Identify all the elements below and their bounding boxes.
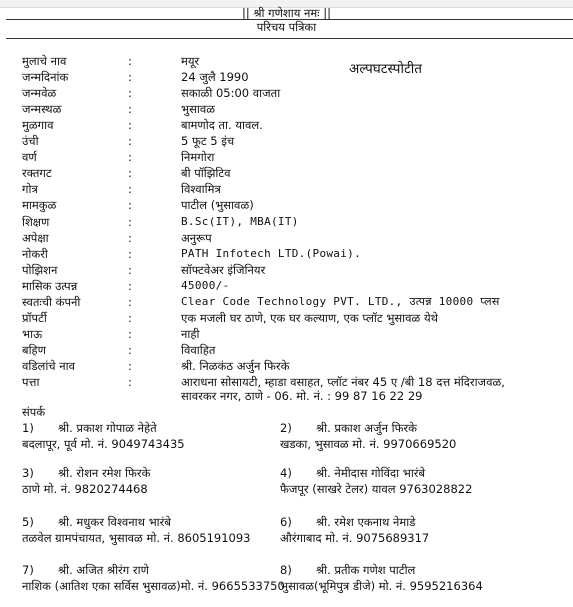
detail-label: मामकुळ — [22, 198, 57, 213]
detail-separator: : — [128, 262, 132, 277]
detail-separator: : — [128, 342, 132, 357]
nakshatra-tag: अल्पघटस्पोटीत — [349, 61, 422, 77]
detail-row — [0, 326, 573, 342]
detail-row — [0, 374, 573, 390]
detail-separator: : — [128, 246, 132, 261]
detail-label: पत्ता — [22, 375, 40, 389]
detail-separator: : — [128, 166, 132, 181]
contact-number: 7) — [22, 563, 34, 577]
contact-detail: बदलापूर, पूर्व मो. नं. 9049743435 — [22, 437, 185, 451]
contact-detail: ठाणे मो. नं. 9820274468 — [22, 482, 148, 496]
contact-name: श्री. रोशन रमेश फिरके — [58, 466, 151, 480]
detail-value: मयूर — [181, 54, 200, 68]
contact-name: श्री. प्रतीक गणेश पाटील — [316, 563, 416, 577]
detail-label: शिक्षण — [22, 214, 50, 229]
detail-value: 24 जुलै 1990 — [181, 70, 249, 85]
contact-number: 4) — [280, 466, 292, 480]
contact-number: 8) — [280, 563, 292, 577]
detail-value: सकाळी 05:00 वाजता — [181, 86, 281, 101]
detail-label: वर्ण — [22, 150, 37, 165]
detail-label: स्वतःची कंपनी — [22, 294, 81, 309]
detail-row — [0, 214, 573, 230]
contact-name: श्री. प्रकाश अर्जुन फिरके — [316, 421, 417, 435]
detail-separator: : — [128, 198, 132, 213]
contact-name: श्री. नेमीदास गोविंदा भारंबे — [316, 466, 426, 480]
contact-number: 2) — [280, 421, 292, 435]
detail-separator: : — [128, 150, 132, 165]
detail-separator: : — [128, 294, 132, 309]
detail-value: श्री. निळकंठ अर्जुन फिरके — [181, 358, 290, 373]
detail-label: अपेक्षा — [22, 230, 49, 245]
detail-row — [0, 117, 573, 133]
contact-name: श्री. अजित श्रीरंग राणे — [58, 563, 149, 577]
detail-value: 45000/- — [181, 278, 230, 292]
contact-name-line — [22, 420, 157, 436]
contact-detail: नाशिक (आतिश एका सर्विस भुसावळ)मो. नं. 9665533750 — [22, 579, 285, 593]
detail-value: एक मजली घर ठाणे, एक घर कल्याण, एक प्लॉट भुसावळ येथे — [181, 310, 438, 325]
detail-label: वडिलांचे नाव — [22, 358, 76, 373]
detail-separator: : — [128, 310, 132, 325]
detail-value: 5 फूट 5 इंच — [181, 134, 235, 149]
detail-label: नोकरी — [22, 246, 48, 261]
detail-row — [0, 262, 573, 278]
detail-row — [0, 149, 573, 165]
detail-row — [0, 133, 573, 149]
detail-label: गोत्र — [22, 182, 38, 197]
contact-name-line — [280, 562, 415, 578]
detail-row — [0, 181, 573, 197]
detail-separator: : — [128, 375, 132, 389]
contact-detail: औरंगाबाद मो. नं. 9075689317 — [280, 531, 430, 545]
detail-label: जन्मस्थळ — [22, 102, 62, 117]
detail-value: B.Sc(IT), MBA(IT) — [181, 214, 299, 228]
contact-name-line — [22, 514, 171, 530]
detail-separator: : — [128, 70, 132, 85]
detail-value: PATH Infotech LTD.(Powai). — [181, 246, 361, 260]
detail-label: मुलाचे नाव — [22, 54, 67, 68]
detail-row — [0, 278, 573, 294]
detail-row — [0, 53, 573, 69]
detail-row — [0, 246, 573, 262]
detail-row — [0, 294, 573, 310]
address-line-2: सावरकर नगर, ठाणे - 06. मो. नं. : 99 87 16 22 29 — [181, 389, 423, 403]
detail-value: नाही — [181, 326, 200, 341]
detail-row — [0, 197, 573, 213]
contact-name-line — [280, 514, 415, 530]
contact-name: श्री. रमेश एकनाथ नेमाडे — [316, 515, 416, 529]
detail-separator: : — [128, 214, 132, 229]
detail-value: भुसावळ — [181, 102, 215, 117]
detail-separator: : — [128, 54, 132, 68]
contact-number: 3) — [22, 466, 34, 480]
detail-label: जन्मवेळ — [22, 86, 57, 101]
contact-detail: खडका, भुसावळ मो. नं. 9970669520 — [280, 437, 457, 451]
detail-label: भाऊ — [22, 326, 43, 341]
contact-name-line — [22, 465, 150, 481]
detail-row — [0, 69, 573, 85]
detail-value: आराधना सोसायटी, म्हाडा वसाहत, प्लॉट नंबर 45 ए /बी 18 दत्त मंदिराजवळ, — [181, 375, 505, 389]
detail-label: जन्मदिनांक — [22, 70, 69, 85]
detail-row — [0, 342, 573, 358]
invocation-line: || श्री गणेशाय नमः || — [241, 6, 332, 20]
detail-value: बी पॉझिटिव — [181, 166, 231, 181]
detail-value: निमगोरा — [181, 150, 215, 165]
detail-label: मासिक उत्पन्न — [22, 278, 78, 293]
detail-label: उंची — [22, 134, 39, 149]
contact-name: श्री. मधुकर विश्वनाथ भारंबे — [58, 515, 171, 529]
detail-value: बामणोद ता. यावल. — [181, 118, 263, 133]
detail-row — [0, 101, 573, 117]
detail-row — [0, 230, 573, 246]
contact-name: श्री. प्रकाश गोपाळ नेहेते — [58, 421, 157, 435]
detail-separator: : — [128, 86, 132, 101]
detail-label: बहिण — [22, 342, 46, 357]
detail-value: अनुरूप — [181, 230, 212, 245]
detail-row — [0, 85, 573, 101]
detail-label: मुळगाव — [22, 118, 54, 133]
detail-row — [0, 310, 573, 326]
contact-number: 5) — [22, 515, 34, 529]
detail-value: सॉफ्टवेअर इंजिनियर — [181, 262, 266, 277]
detail-value: पाटील (भुसावळ) — [181, 198, 254, 213]
detail-value: Clear Code Technology PVT. LTD., उत्पन्न 10000 प्लस — [181, 294, 500, 308]
detail-label: रक्तगट — [22, 166, 52, 181]
contacts-heading: संपर्क — [22, 405, 46, 419]
contact-name-line — [280, 420, 417, 436]
contact-detail: तळवेल ग्रामपंचायत, भुसावळ मो. नं. 8605191093 — [22, 531, 251, 545]
detail-separator: : — [128, 118, 132, 133]
detail-row — [0, 358, 573, 374]
contact-number: 1) — [22, 421, 34, 435]
detail-row — [0, 165, 573, 181]
contact-name-line — [280, 465, 425, 481]
detail-separator: : — [128, 230, 132, 245]
contact-name-line — [22, 562, 149, 578]
contact-number: 6) — [280, 515, 292, 529]
detail-value: विवाहित — [181, 342, 216, 357]
detail-separator: : — [128, 134, 132, 149]
detail-separator: : — [128, 102, 132, 117]
detail-separator: : — [128, 358, 132, 373]
detail-value: विश्वामित्र — [181, 182, 221, 197]
detail-separator: : — [128, 326, 132, 341]
detail-label: पोझिशन — [22, 262, 58, 277]
contact-detail: फैजपूर (साखरे टेलर) यावल 9763028822 — [280, 482, 473, 496]
detail-label: प्रॉपर्टी — [22, 310, 47, 325]
document-title: परिचय पत्रिका — [256, 20, 317, 34]
detail-separator: : — [128, 182, 132, 197]
detail-separator: : — [128, 278, 132, 293]
header-rule-bottom — [6, 38, 573, 39]
contact-detail: भुसावळ(भूमिपुत्र डीजे) मो. नं. 9595216364 — [280, 579, 483, 593]
